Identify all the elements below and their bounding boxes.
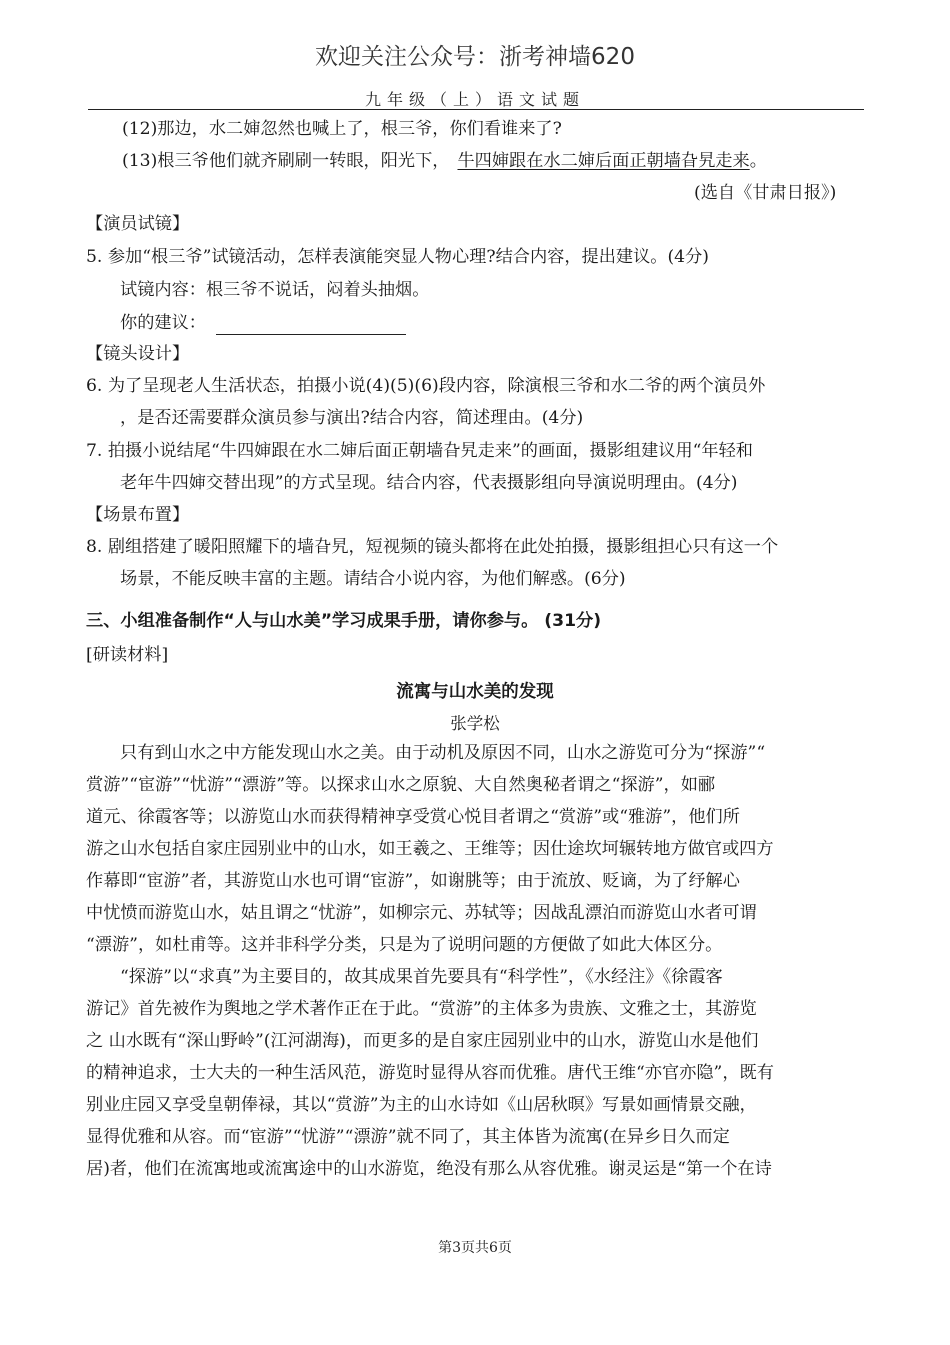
article-author: 张学松 (450, 714, 500, 733)
question-6-line2: ，是否还需要群众演员参与演出?结合内容，简述理由。(4分) (120, 408, 584, 428)
question-7-line1: 7. 拍摄小说结尾“牛四婶跟在水二婶后面正朝墙旮旯走来”的画面，摄影组建议用“年轻和 (86, 441, 753, 461)
answer-blank[interactable] (216, 316, 406, 335)
question-8-line1: 8. 剧组搭建了暖阳照耀下的墙旮旯，短视频的镜头都将在此处拍摄，摄影组担心只有这一个 (86, 537, 779, 557)
article-line: 居)者，他们在流寓地或流寓途中的山水游览，绝没有那么从容优雅。谢灵运是“第一个在诗 (86, 1159, 772, 1179)
story-source: (选自《甘肃日报》) (694, 183, 837, 203)
section-scene: 【场景布置】 (86, 505, 190, 525)
answer-prompt: 你的建议： (120, 313, 206, 333)
article-title: 流寓与山水美的发现 (396, 682, 554, 702)
question-5-content: 试镜内容：根三爷不说话，闷着头抽烟。 (120, 280, 430, 300)
article-line: 只有到山水之中方能发现山水之美。由于动机及原因不同，山水之游览可分为“探游”“ (120, 743, 766, 763)
section-camera: 【镜头设计】 (86, 344, 190, 364)
article-line: 之 山水既有“深山野岭”(江河湖海)，而更多的是自家庄园别业中的山水，游览山水是他们 (86, 1031, 759, 1051)
part-3-heading: 三、小组准备制作“人与山水美”学习成果手册，请你参与。 (31分) (86, 611, 602, 631)
article-line: 道元、徐霞客等；以游览山水而获得精神享受赏心悦目者谓之“赏游”或“雅游”，他们所 (86, 807, 740, 827)
story-p13-end: 。 (749, 151, 767, 171)
question-7-line2: 老年牛四婶交替出现”的方式呈现。结合内容，代表摄影组向导演说明理由。(4分) (120, 473, 738, 493)
article-line: 游之山水包括自家庄园别业中的山水，如王羲之、王维等；因仕途坎坷辗转地方做官或四方 (86, 839, 774, 859)
article-line: “探游”以“求真”为主要目的，故其成果首先要具有“科学性”，《水经注》《徐霞客 (120, 967, 723, 987)
question-8-line2: 场景，不能反映丰富的主题。请结合小说内容，为他们解惑。(6分) (120, 569, 626, 589)
story-paragraph-12: (12)那边，水二婶忽然也喊上了，根三爷，你们看谁来了? (122, 119, 562, 139)
article-line: 游记》首先被作为舆地之学术著作正在于此。“赏游”的主体多为贵族、文雅之士，其游览 (86, 999, 757, 1019)
question-6-line1: 6. 为了呈现老人生活状态，拍摄小说(4)(5)(6)段内容，除演根三爷和水二爷的两个演员外 (86, 376, 766, 396)
question-5: 5. 参加“根三爷”试镜活动，怎样表演能突显人物心理?结合内容，提出建议。(4分) (86, 247, 709, 267)
article-line: “漂游”，如杜甫等。这并非科学分类，只是为了说明问题的方便做了如此大体区分。 (86, 935, 723, 955)
article-line: 显得优雅和从容。而“宦游”“忧游”“漂游”就不同了，其主体皆为流寓(在异乡日久而定 (86, 1127, 730, 1147)
header-rule (88, 109, 864, 110)
page-subheader: 九年级（上）语文试题 (364, 90, 585, 109)
section-audition: 【演员试镜】 (86, 214, 190, 234)
article-line: 赏游”“宦游”“忧游”“漂游”等。以探求山水之原貌、大自然奥秘者谓之“探游”，如郦 (86, 775, 716, 795)
article-line: 的精神追求，士大夫的一种生活风范，游览时显得从容而优雅。唐代王维“亦官亦隐”，既有 (86, 1063, 774, 1083)
story-paragraph-13 (122, 149, 767, 173)
page-footer: 第3页共6页 (438, 1240, 512, 1256)
story-p13-text: (13)根三爷他们就齐刷刷一转眼，阳光下， (122, 151, 450, 171)
section-reading: [研读材料] (86, 645, 169, 665)
article-line: 作幕即“宦游”者，其游览山水也可谓“宦游”，如谢朓等；由于流放、贬谪，为了纾解心 (86, 871, 740, 891)
story-p13-underlined: 牛四婶跟在水二婶后面正朝墙旮旯走来 (457, 151, 750, 171)
article-line: 中忧愤而游览山水，姑且谓之“忧游”，如柳宗元、苏轼等；因战乱漂泊而游览山水者可谓 (86, 903, 757, 923)
watermark-title: 欢迎关注公众号：浙考神墙620 (315, 44, 635, 70)
question-5-answer (120, 311, 406, 335)
article-line: 别业庄园又享受皇朝俸禄，其以“赏游”为主的山水诗如《山居秋暝》写景如画情景交融， (86, 1095, 757, 1115)
